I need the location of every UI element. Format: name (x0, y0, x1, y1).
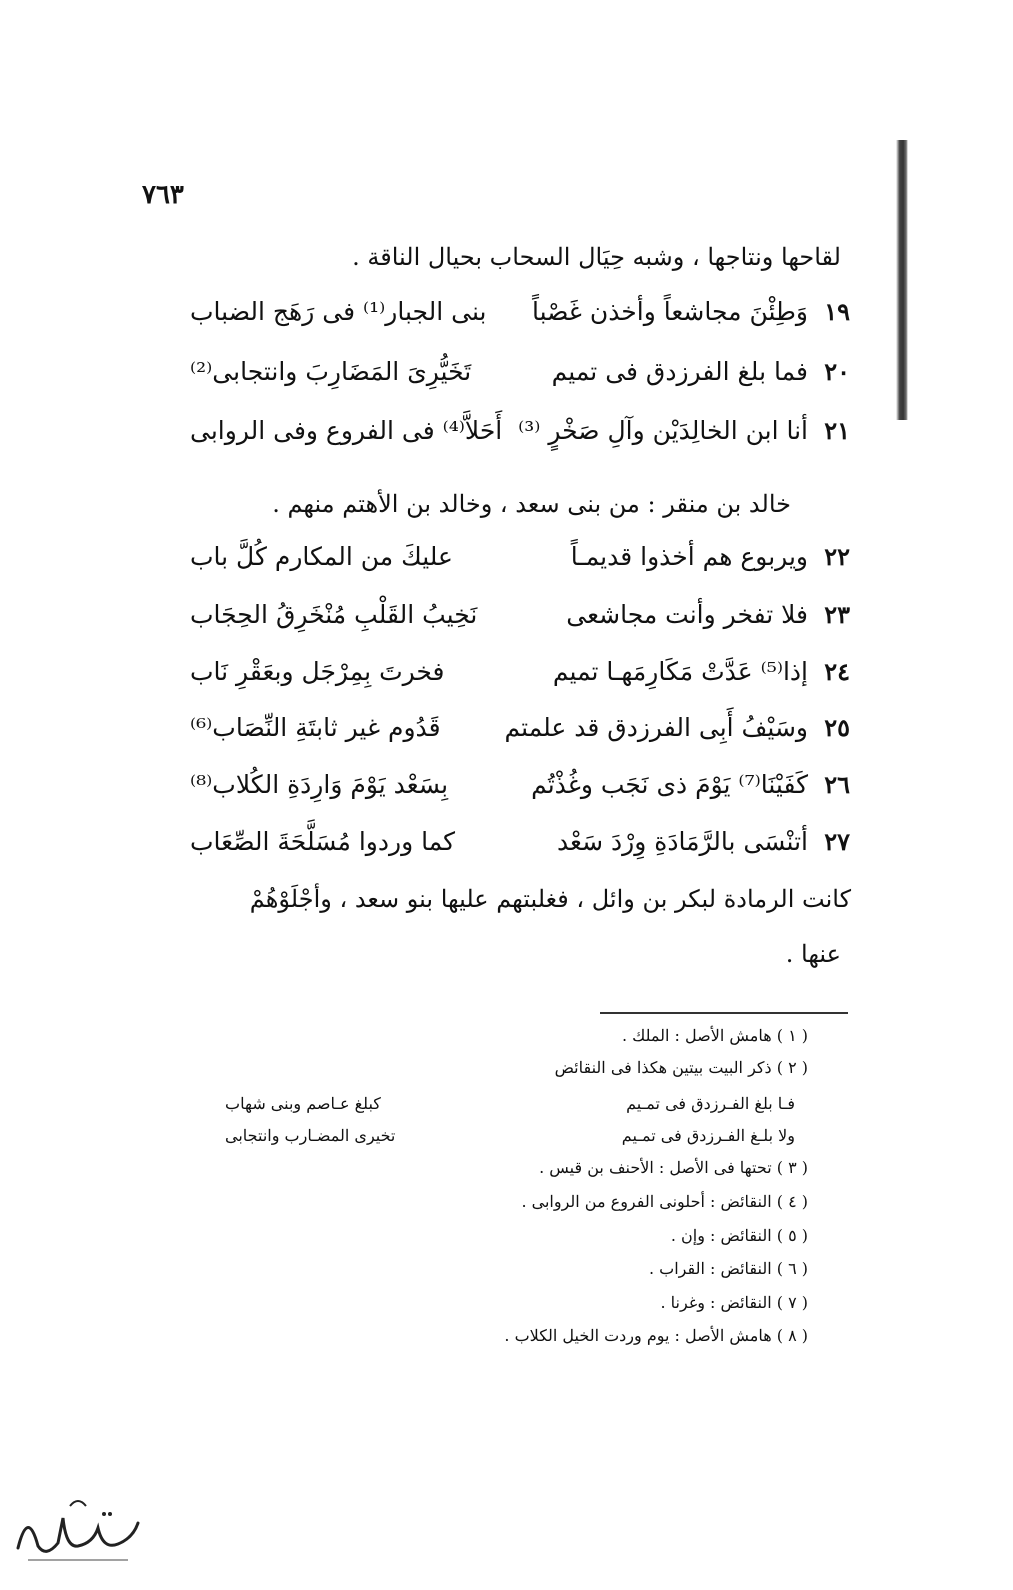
verse-number: ٢٦ (824, 770, 850, 799)
verse-row (180, 542, 850, 586)
intro-paragraph: لقاحها ونتاجها ، وشبه حِيَال السحاب بحيال الناقة . (352, 243, 841, 271)
verse-number: ٢٥ (824, 713, 850, 742)
verse-second-hemistich: بِسَعْد يَوْمَ وَارِدَةِ الكُلاب⁽⁸⁾ (190, 770, 449, 799)
verse-second-hemistich: أَحَلاَّ⁽⁴⁾ فى الفروع وفى الروابى (190, 416, 503, 445)
verse-number: ٢٧ (824, 827, 850, 856)
verse-number: ٢٢ (824, 542, 850, 571)
footnote-2-verse-1 (225, 1094, 795, 1118)
verse-first-hemistich: وسَيْفُ أَبِى الفرزدق قد علمتم (504, 713, 808, 742)
verse-row (180, 770, 850, 814)
footnote-verse-first-hemistich: فـا بلغ الفـرزدق فى تمـيم (626, 1094, 795, 1113)
footnote-8: ( ٨ ) هامش الأصل : يوم وردت الخيل الكلاب . (504, 1326, 808, 1345)
verse-second-hemistich: فخرتَ بِمِرْجَل وبعَقْرِ نَاب (190, 657, 445, 686)
page-edge-scan-mark (896, 140, 908, 420)
footnote-2-verse-2 (225, 1126, 795, 1150)
verse-first-hemistich: فما بلغ الفرزدق فى تميم (551, 357, 808, 386)
footnote-2: ( ٢ ) ذكر البيت بيتين هكذا فى النقائض (554, 1058, 808, 1077)
verse-row (180, 713, 850, 757)
verse-second-hemistich: تَخَيُّرِىَ المَضَارِبَ وانتجابى⁽²⁾ (190, 357, 472, 386)
verse-row (180, 600, 850, 644)
verse-second-hemistich: بنى الجبار⁽¹⁾ فى رَهَج الضباب (190, 297, 487, 326)
footnote-4: ( ٤ ) النقائض : أحلونى الفروع من الروابى . (521, 1192, 808, 1211)
middle-note: خالد بن منقر : من بنى سعد ، وخالد بن الأهتم منهم . (272, 490, 791, 518)
footnote-verse-second-hemistich: كبلغ عـاصم وبنى شهاب (225, 1094, 381, 1113)
verse-first-hemistich: إذا⁽⁵⁾ عَدَّتْ مَكَارِمَهـا تميم (552, 657, 808, 686)
closing-paragraph-line-1: كانت الرمادة لبكر بن وائل ، فغلبتهم عليها بنو سعد ، وأجْلَوْهُمْ (249, 885, 851, 913)
footnote-7: ( ٧ ) النقائض : وغرنا . (660, 1293, 808, 1312)
verse-number: ٢٤ (824, 657, 850, 686)
verse-second-hemistich: عليكَ من المكارم كُلَّ باب (190, 542, 453, 571)
verse-number: ٢١ (824, 416, 850, 445)
verse-row (180, 657, 850, 701)
footnote-separator (600, 1012, 848, 1014)
verse-second-hemistich: كما وردوا مُسَلَّحَةَ الصِّعَاب (190, 827, 456, 856)
verse-first-hemistich: فلا تفخر وأنت مجاشعى (566, 600, 808, 629)
footnote-verse-second-hemistich: تخيرى المضـارب وانتجابى (225, 1126, 396, 1145)
footnote-6: ( ٦ ) النقائض : القراب . (649, 1259, 808, 1278)
verse-row (180, 416, 850, 460)
footnote-verse-first-hemistich: ولا بلـغ الفـرزدق فى تمـيم (621, 1126, 795, 1145)
verse-second-hemistich: قَدُوم غير ثابتَةِ النِّصَاب⁽⁶⁾ (190, 713, 441, 742)
watermark-logo (8, 1488, 148, 1574)
verse-second-hemistich: نَخِيبُ القَلْبِ مُنْخَرِقُ الحِجَاب (190, 600, 478, 629)
verse-row (180, 297, 850, 341)
footnote-1: ( ١ ) هامش الأصل : الملك . (621, 1026, 808, 1045)
footnote-5: ( ٥ ) النقائض : وإن . (670, 1226, 808, 1245)
verse-number: ٢٣ (824, 600, 850, 629)
page-number: ٧٦٣ (142, 180, 184, 210)
verse-first-hemistich: ويربوع هم أخذوا قديمـاً (570, 542, 808, 571)
verse-row (180, 357, 850, 401)
verse-row (180, 827, 850, 871)
verse-number: ٢٠ (824, 357, 850, 386)
verse-first-hemistich: كَفَيْنَا⁽⁷⁾ يَوْمَ ذى نَجَب وغُذْتُم (531, 770, 808, 799)
verse-number: ١٩ (824, 297, 850, 326)
footnote-3: ( ٣ ) تحتها فى الأصل : الأحنف بن قيس . (539, 1158, 808, 1177)
verse-first-hemistich: أنا ابن الخالِدَيْن وآلِ صَخْرٍ ⁽³⁾ (518, 416, 808, 445)
verse-first-hemistich: وَطِئْنَ مجاشعاً وأخذن غَصْباً (531, 297, 808, 326)
verse-first-hemistich: أتنْسَى بالرَّمَادَةِ وِرْدَ سَعْد (556, 827, 808, 856)
closing-paragraph-line-2: عنها . (785, 940, 841, 968)
